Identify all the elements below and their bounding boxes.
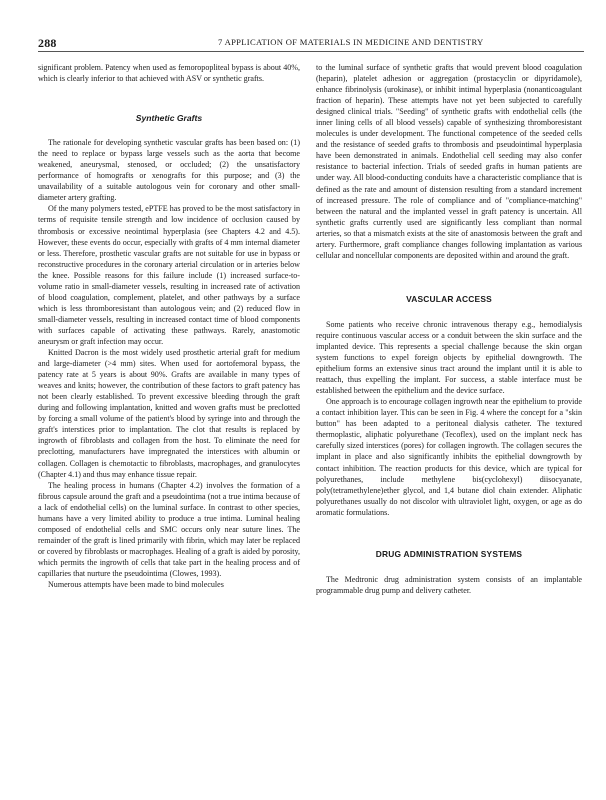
running-title: 7 APPLICATION OF MATERIALS IN MEDICINE AND DENTISTRY bbox=[218, 37, 484, 47]
section-heading-drug-administration-systems: DRUG ADMINISTRATION SYSTEMS bbox=[375, 548, 523, 559]
paragraph: significant problem. Patency when used as femoropopliteal bypass is about 40%, which is clearly inferior to that achieved with ASV or synthetic grafts. bbox=[38, 63, 300, 84]
section-heading-synthetic-grafts: Synthetic Grafts bbox=[135, 113, 203, 124]
paragraph: to the luminal surface of synthetic grafts that would prevent blood coagulation (heparin), platelet adhesion or aggregation (prostacyclin or dipyridamole), enhance fibrinolysis (urokinase), or inhibit intimal hyperplasia (nonanticoagulant fraction of heparin). These attempts have not yet been subjected to carefully designed clinical trials. "Seeding" of synthetic grafts with endothelial cells (the inner lining cells of all blood vessels) capable of synthesizing thromboresistant molecules is under development. The functional competence of the seeded cells and the resistance of seeded grafts to thrombosis and pseudointimal hyperplasia have been demonstrated in animals. Endothelial cell seeding may also confer resistance to bacterial infection. Trials of seeded grafts in human patients are under way. All blood-conducting conduits have a characteristic compliance that is defined as the rate and amount of distension resulting from a standard increment of increased pressure. The role of compliance and of "compliance-matching" between the natural and the implanted vessel in graft patency is uncertain. All synthetic grafts currently used are significantly less compliant than normal arteries, so that a mismatch exists at the site of anastomosis between the graft and artery. Furthermore, graft compliance changes following implantation as various cellular and noncellular components are deposited within and around the graft. bbox=[316, 63, 582, 260]
page-number: 288 bbox=[38, 36, 57, 50]
paragraph: Numerous attempts have been made to bind molecules bbox=[48, 580, 224, 590]
paragraph: Of the many polymers tested, ePTFE has proved to be the most satisfactory in terms of requisite tensile strength and low incidence of occlusion caused by thrombosis or excessive neointimal hyperplasia (see Chapters 4.2 and 4.5). However, these events do occur, especially with grafts of 4 mm internal diameter or less. Therefore, prosthetic vascular grafts are not suitable for use in bypass or reconstructive procedures in the coronary arterial circulation or in arteries below the knee. Possible reasons for this failure include (1) increased surface-to-volume ratio in small-diameter vessels, resulting in increased rate of activation of blood coagulation, complement, platelet, and other pathways by a surface which is less thromboresistant than autologous vein; and (2) reduced flow in small-diameter vessels, resulting in increased contact time of blood components with surfaces capable of activating these pathways. Rarely, anastomotic aneurysm or graft infection may occur. bbox=[38, 204, 300, 346]
paragraph: One approach is to encourage collagen ingrowth near the epithelium to provide a contact inhibition layer. This can be seen in Fig. 4 where the concept for a "skin button" has been adapted to a peritoneal dialysis catheter. The textured thermoplastic, aliphatic polyurethane (Tecoflex), used on the implant neck has carefully sized interstices (pores) for collagen ingrowth. The collagen secures the implant in place and also significantly inhibits the epithelial downgrowth by contact inhibition. The reaction products for this device, which are typical for polyurethanes, include methylene bis(cyclohexyl) diisocyanate, poly(tetramethylene)ether glycol, and 1,4 butane diol chain extender. Aliphatic polyurethanes usually do not discolor with ultraviolet light, oxygen, or age as do aromatic formulations. bbox=[316, 397, 582, 517]
paragraph: The healing process in humans (Chapter 4.2) involves the formation of a fibrous capsule around the graft and a pseudointima (not a true intima because of a lack of endothelial cells) on the luminal surface. In contrast to other species, humans have a very limited ability to produce a true intima. Luminal healing composed of endothelial cells and SMC occurs only near suture lines. The remainder of the graft is lined primarily with fibrin, which may later be replaced or covered by fibroblasts or macrophages. Healing of a graft is aided by porosity, which permits the ingrowth of cells that take part in the healing process and of capillaries that nurture the pseudointima (Clowes, 1993). bbox=[38, 480, 300, 578]
paragraph: The rationale for developing synthetic vascular grafts has been based on: (1) the need to replace or bypass large vessels such as the aorta that become weakened, aneurysmal, stenosed, or occluded; (2) the unsatisfactory performance of homografts or xenografts for this purpose; and (3) the unavailability of a suitable autologous vein for coronary and other small-diameter artery grafting. bbox=[38, 138, 300, 203]
page-header bbox=[38, 36, 584, 50]
paragraph: The Medtronic drug administration system consists of an implantable programmable drug pump and delivery catheter. bbox=[316, 574, 582, 595]
right-column bbox=[316, 62, 582, 596]
paragraph: Knitted Dacron is the most widely used prosthetic arterial graft for medium and large-diameter (>4 mm) sites. When used for aortofemoral bypass, the patency rate at 5 years is about 90%. Grafts are available in many types of weaves and knits; however, the contribution of these factors to graft patency has not been clearly established. To prevent excessive bleeding through the graft during and following implantation, knitted and woven grafts must be preclotted by forcing a small volume of the patient's blood by syringe into and through the graft's interstices prior to implantation. The clot that results is replaced by ingrowth of fibroblasts and collagen from the host. To eliminate the need for preclotting, manufacturers have impregnated the interstices with albumin or collagen. Collagen is chemotactic to fibroblasts, macrophages, and granulocytes (Chapter 4.1) and thus may enhance tissue repair. bbox=[38, 348, 300, 479]
left-column bbox=[38, 62, 300, 590]
paragraph: Some patients who receive chronic intravenous therapy e.g., hemodialysis require continuous vascular access or a conduit between the skin surface and the implanted device. This represents a special challenge because the skin organ system functions to expel foreign objects by epithelial downgrowth. The epithelium forms an extensive sinus tract around the implant until it is able to reattach, thus expelling the implant. For success, a stable interface must be established between the epithelium and the device surface. bbox=[316, 319, 582, 396]
section-heading-vascular-access: VASCULAR ACCESS bbox=[406, 293, 492, 304]
header-rule bbox=[38, 51, 584, 52]
